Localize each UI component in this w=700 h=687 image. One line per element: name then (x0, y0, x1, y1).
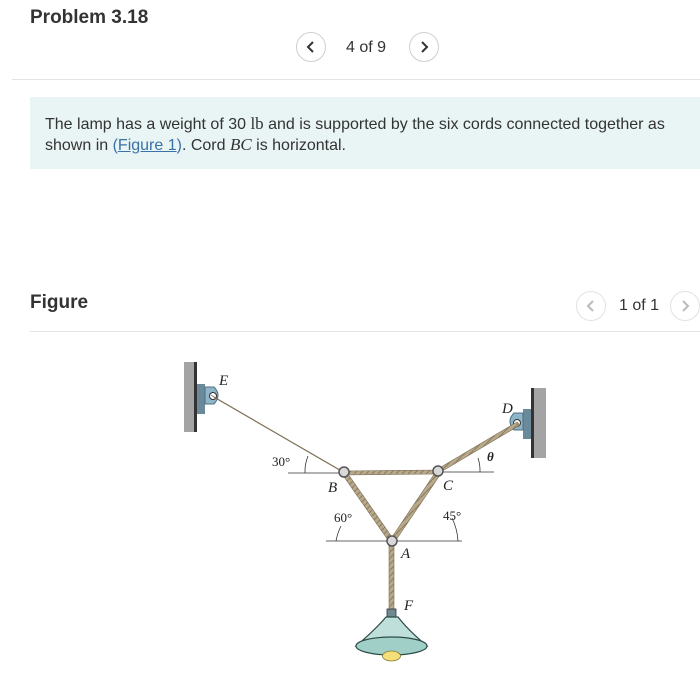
figure-divider (30, 331, 700, 332)
lamp (356, 609, 427, 661)
angle-label-45: 45° (443, 508, 462, 523)
problem-title: Problem 3.18 (30, 7, 149, 28)
chevron-right-icon (418, 40, 430, 54)
cords (211, 395, 520, 613)
problem-text-3: . Cord (181, 137, 230, 154)
angle-label-b: 30° (272, 454, 291, 469)
problem-text-2: and is supported by the six cords connected together as shown in (45, 116, 665, 154)
cord-bc (344, 470, 438, 475)
cord-af (389, 543, 394, 613)
chevron-left-icon (305, 40, 317, 54)
cord-name: BC (229, 135, 252, 154)
ring-c (433, 466, 443, 476)
next-problem-button[interactable] (409, 32, 439, 62)
figure-pager-text: 1 of 1 (619, 297, 660, 314)
lamp-cord-diagram (0, 340, 700, 685)
problem-pager-text: 4 of 9 (346, 39, 387, 56)
label-f: F (404, 598, 414, 614)
prev-problem-button[interactable] (296, 32, 326, 62)
ring-a (387, 536, 397, 546)
weight-unit: lb (250, 114, 264, 133)
cord-ab (342, 471, 394, 543)
chevron-left-icon (585, 299, 597, 313)
label-e: E (219, 373, 229, 389)
figure-link[interactable]: Figure 1 (117, 137, 177, 154)
rings (339, 466, 443, 546)
ring-b (339, 467, 349, 477)
label-a: A (401, 546, 411, 562)
figure-heading: Figure (30, 292, 89, 313)
problem-text-4: is horizontal. (251, 137, 346, 154)
problem-text-1: The lamp has a weight of 30 (45, 116, 251, 133)
next-figure-button[interactable] (670, 291, 700, 321)
paren-close: ) (176, 137, 182, 154)
header-divider (12, 79, 700, 80)
chevron-right-icon (679, 299, 691, 313)
angle-label-60: 60° (334, 510, 353, 525)
label-b: B (328, 480, 338, 496)
label-c: C (443, 478, 454, 494)
wall-e (184, 362, 218, 432)
cord-ac (390, 473, 440, 543)
angle-label-theta: θ (487, 449, 494, 464)
reference-lines (288, 456, 494, 541)
paren-open: ( (112, 137, 118, 154)
cord-cd (436, 422, 520, 473)
label-d: D (502, 401, 513, 417)
problem-statement (30, 97, 700, 169)
prev-figure-button[interactable] (576, 291, 606, 321)
